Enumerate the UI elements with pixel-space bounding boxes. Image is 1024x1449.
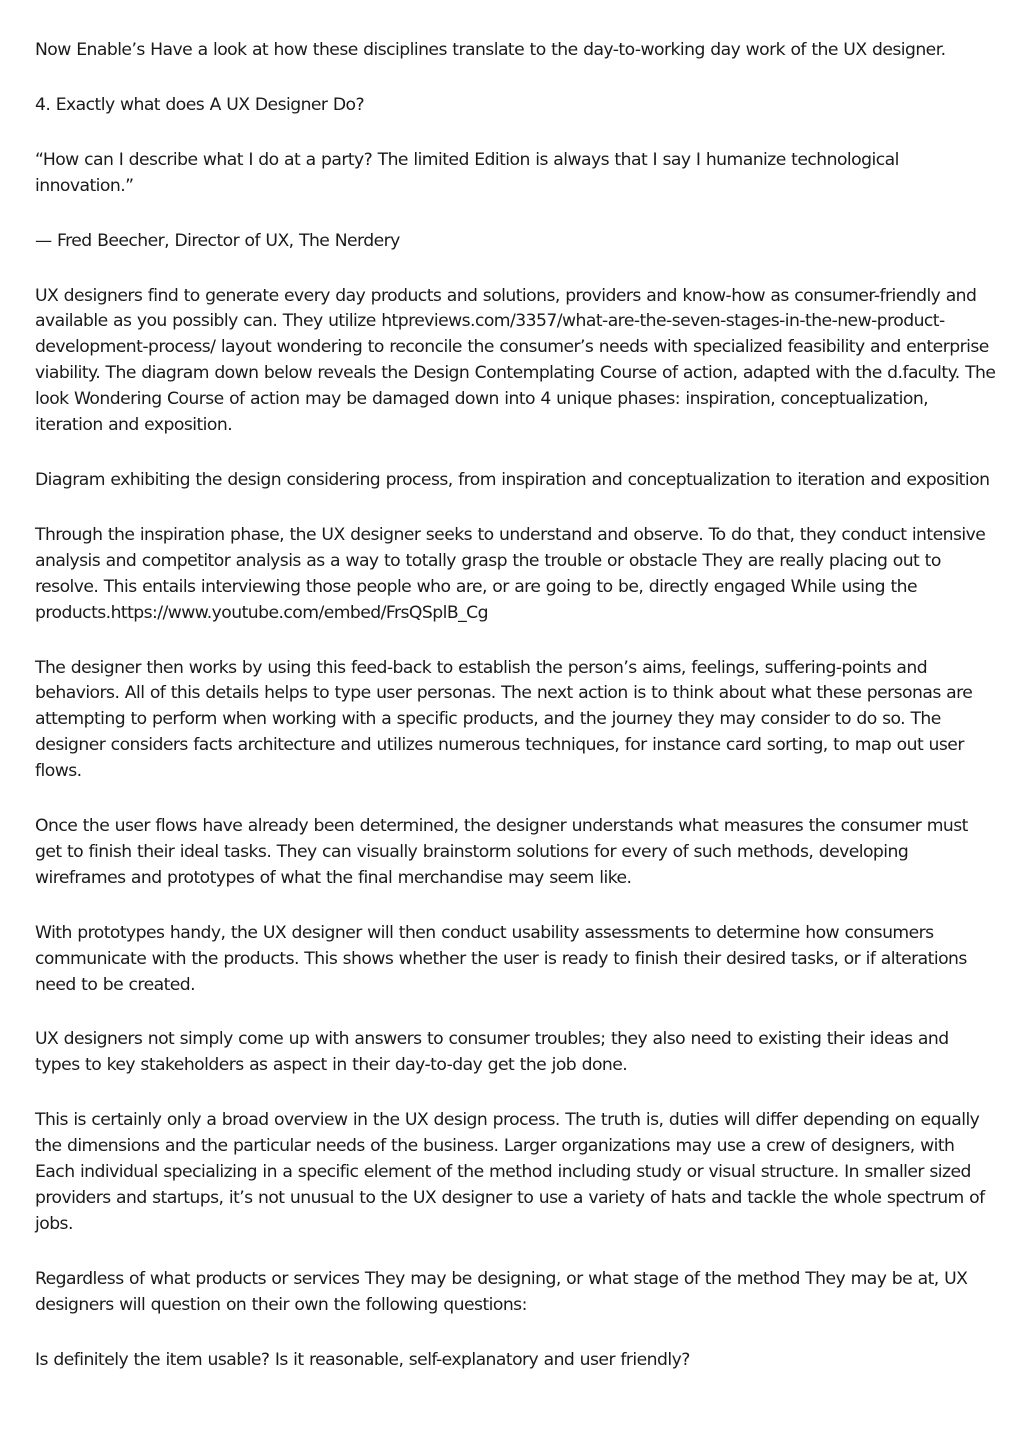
body-paragraph: UX designers find to generate every day products and solutions, providers and know-how as consumer-friendly and available as you possibly can. They utilize htpreviews.com/3357/what-are-the-seven-stages-in-the-new-product-development-process/ layout wondering to reconcile the consumer’s needs with specialized feasibility and enterprise viability. The diagram down below reveals the Design Contemplating Course of action, adapted with the d.faculty. The look Wondering Course of action may be damaged down into 4 unique phases: inspiration, conceptualization, iteration and exposition. (35, 285, 996, 436)
quote-paragraph: “How can I describe what I do at a party? The limited Edition is always that I say I humanize technological innovation.” (35, 149, 899, 196)
body-paragraph: With prototypes handy, the UX designer will then conduct usability assessments to determine how consumers communicate with the products. This shows whether the user is ready to finish their desired tasks, or if alterations need to be created. (35, 922, 967, 995)
question-paragraph: Is definitely the item usable? Is it reasonable, self-explanatory and user friendly? (35, 1349, 690, 1370)
body-paragraph: Once the user flows have already been determined, the designer understands what measures the consumer must get to finish their ideal tasks. They can visually brainstorm solutions for every of such methods, developing wireframes and prototypes of what the final merchandise may seem like. (35, 816, 968, 888)
body-paragraph: UX designers not simply come up with answers to consumer troubles; they also need to existing their ideas and types to key stakeholders as aspect in their day-to-day get the job done. (35, 1029, 949, 1076)
intro-paragraph: Now Enable’s Have a look at how these disciplines translate to the day-to-working day work of the UX designer. (35, 40, 946, 60)
section-heading: 4. Exactly what does A UX Designer Do? (35, 94, 365, 115)
body-paragraph: Through the inspiration phase, the UX designer seeks to understand and observe. To do that, they conduct intensive analysis and competitor analysis as a way to totally grasp the trouble or obstacle They are really placing out to resolve. This entails interviewing those people who are, or are going to be, directly engaged While using the products.https://www.youtube.com/embed/FrsQSplB_Cg (35, 524, 986, 623)
document-body (35, 38, 997, 1403)
quote-attribution: — Fred Beecher, Director of UX, The Nerdery (35, 230, 400, 251)
diagram-caption: Diagram exhibiting the design considering process, from inspiration and conceptualization to iteration and exposition (35, 469, 990, 490)
body-paragraph: Regardless of what products or services They may be designing, or what stage of the method They may be at, UX designers will question on their own the following questions: (35, 1268, 968, 1315)
body-paragraph: The designer then works by using this feed-back to establish the person’s aims, feelings, suffering-points and behaviors. All of this details helps to type user personas. The next action is to think about what these personas are attempting to perform when working with a specific products, and the journey they may consider to do so. The designer considers facts architecture and utilizes numerous techniques, for instance card sorting, to map out user flows. (35, 657, 973, 782)
body-paragraph: This is certainly only a broad overview in the UX design process. The truth is, duties will differ depending on equally the dimensions and the particular needs of the business. Larger organizations may use a crew of designers, with Each individual specializing in a specific element of the method including study or visual structure. In smaller sized providers and startups, it’s not unusual to the UX designer to use a variety of hats and tackle the whole spectrum of jobs. (35, 1110, 985, 1234)
